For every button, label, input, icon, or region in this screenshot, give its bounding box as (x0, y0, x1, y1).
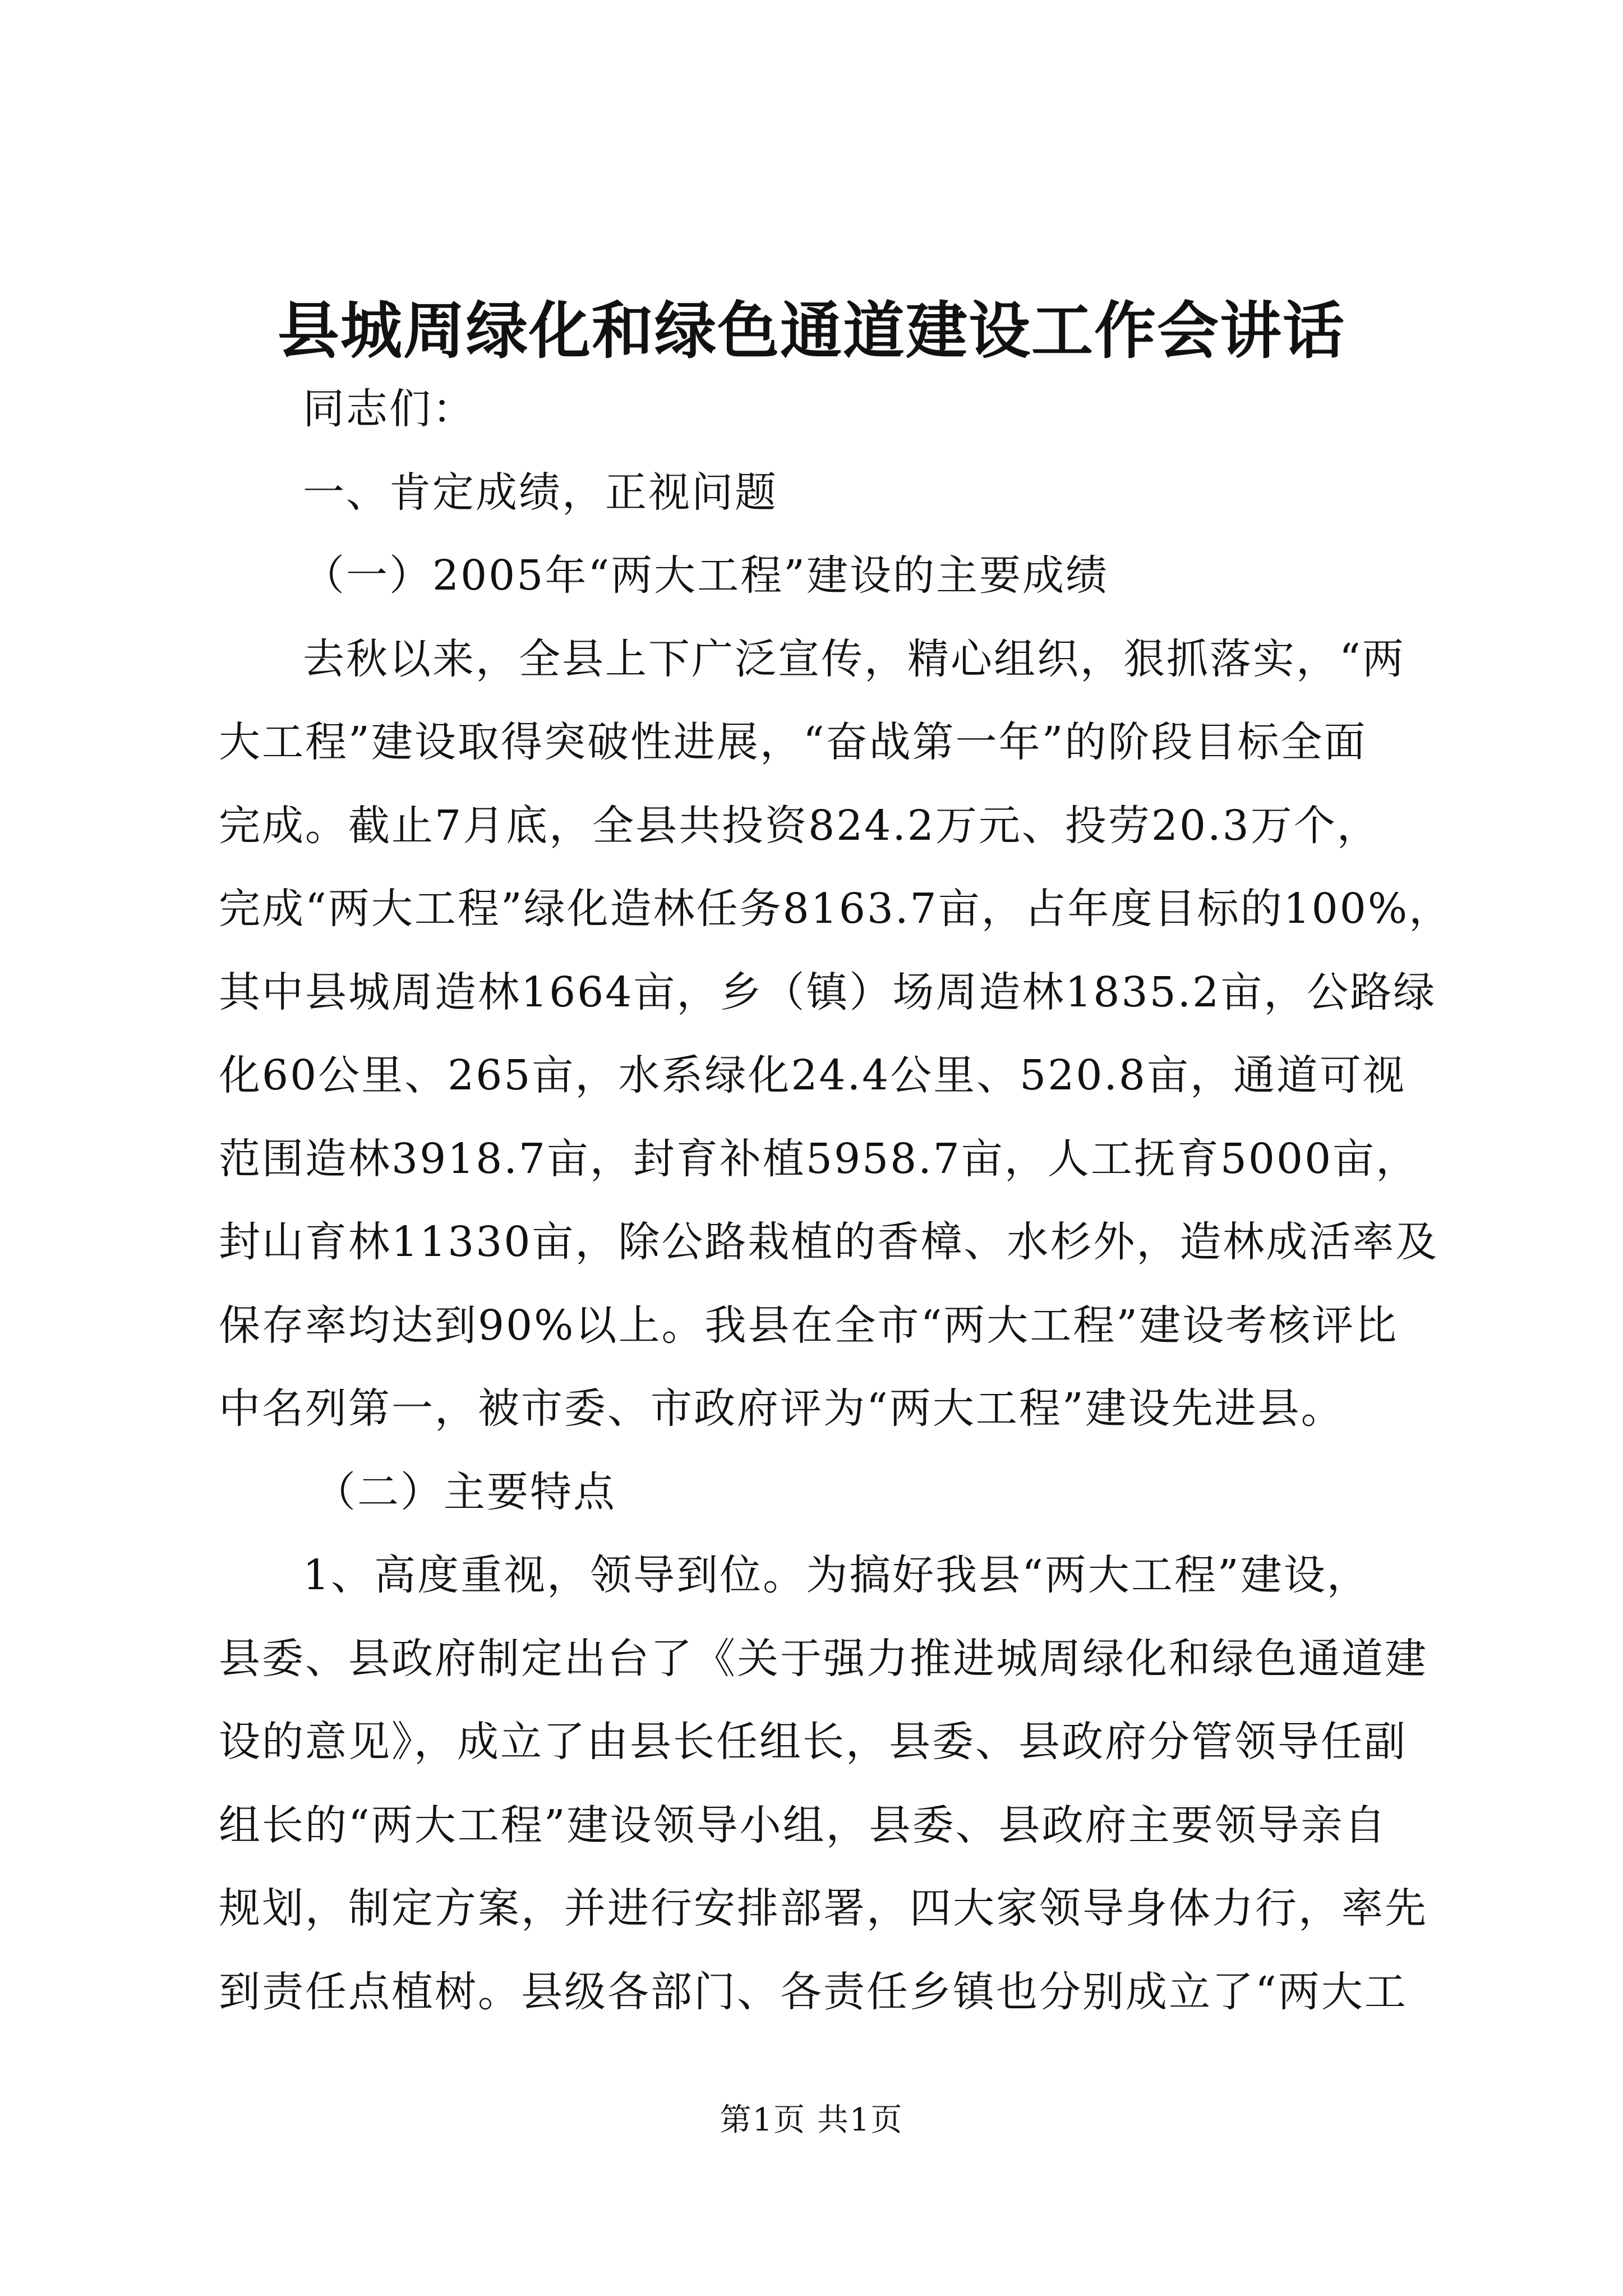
paragraph-line: 化60公里、265亩，水系绿化24.4公里、520.8亩，通道可视 (219, 1051, 1407, 1099)
paragraph-line: 保存率均达到90%以上。我县在全市“两大工程”建设考核评比 (219, 1301, 1399, 1350)
paragraph-line: 完成。截止7月底，全县共投资824.2万元、投劳20.3万个， (219, 801, 1380, 850)
paragraph-line: 设的意见》，成立了由县长任组长，县委、县政府分管领导任副 (219, 1718, 1407, 1766)
paragraph-line: 范围造林3918.7亩，封育补植5958.7亩，人工抚育5000亩， (219, 1134, 1419, 1183)
subsection-heading: （一）2005年“两大工程”建设的主要成绩 (303, 551, 1109, 600)
document-title: 县城周绿化和绿色通道建设工作会讲话 (278, 295, 1345, 367)
paragraph-line: 完成“两大工程”绿化造林任务8163.7亩，占年度目标的100%， (219, 885, 1453, 933)
paragraph-line: 去秋以来，全县上下广泛宣传，精心组织，狠抓落实，“两 (303, 634, 1405, 683)
page-footer: 第1页 共1页 (720, 2102, 903, 2138)
paragraph-line: 中名列第一，被市委、市政府评为“两大工程”建设先进县。 (219, 1384, 1344, 1433)
paragraph-line: 到责任点植树。县级各部门、各责任乡镇也分别成立了“两大工 (219, 1967, 1408, 2016)
paragraph-line: 规划，制定方案，并进行安排部署，四大家领导身体力行，率先 (219, 1884, 1428, 1932)
paragraph-line: 组长的“两大工程”建设领导小组，县委、县政府主要领导亲自 (219, 1801, 1387, 1849)
salutation: 同志们： (303, 385, 476, 433)
paragraph-line: 大工程”建设取得突破性进展，“奋战第一年”的阶段目标全面 (219, 718, 1367, 766)
paragraph-line: 县委、县政府制定出台了《关于强力推进城周绿化和绿色通道建 (219, 1634, 1428, 1683)
paragraph-line: 其中县城周造林1664亩，乡（镇）场周造林1835.2亩，公路绿 (219, 968, 1437, 1016)
document-body (219, 367, 1453, 2033)
section-heading: 一、肯定成绩，正视问题 (303, 468, 778, 517)
paragraph-line: 1、高度重视，领导到位。为搞好我县“两大工程”建设， (303, 1551, 1370, 1599)
paragraph-line: 封山育林11330亩，除公路栽植的香樟、水杉外，造林成活率及 (219, 1218, 1439, 1266)
subsection-heading: （二）主要特点 (314, 1467, 616, 1516)
